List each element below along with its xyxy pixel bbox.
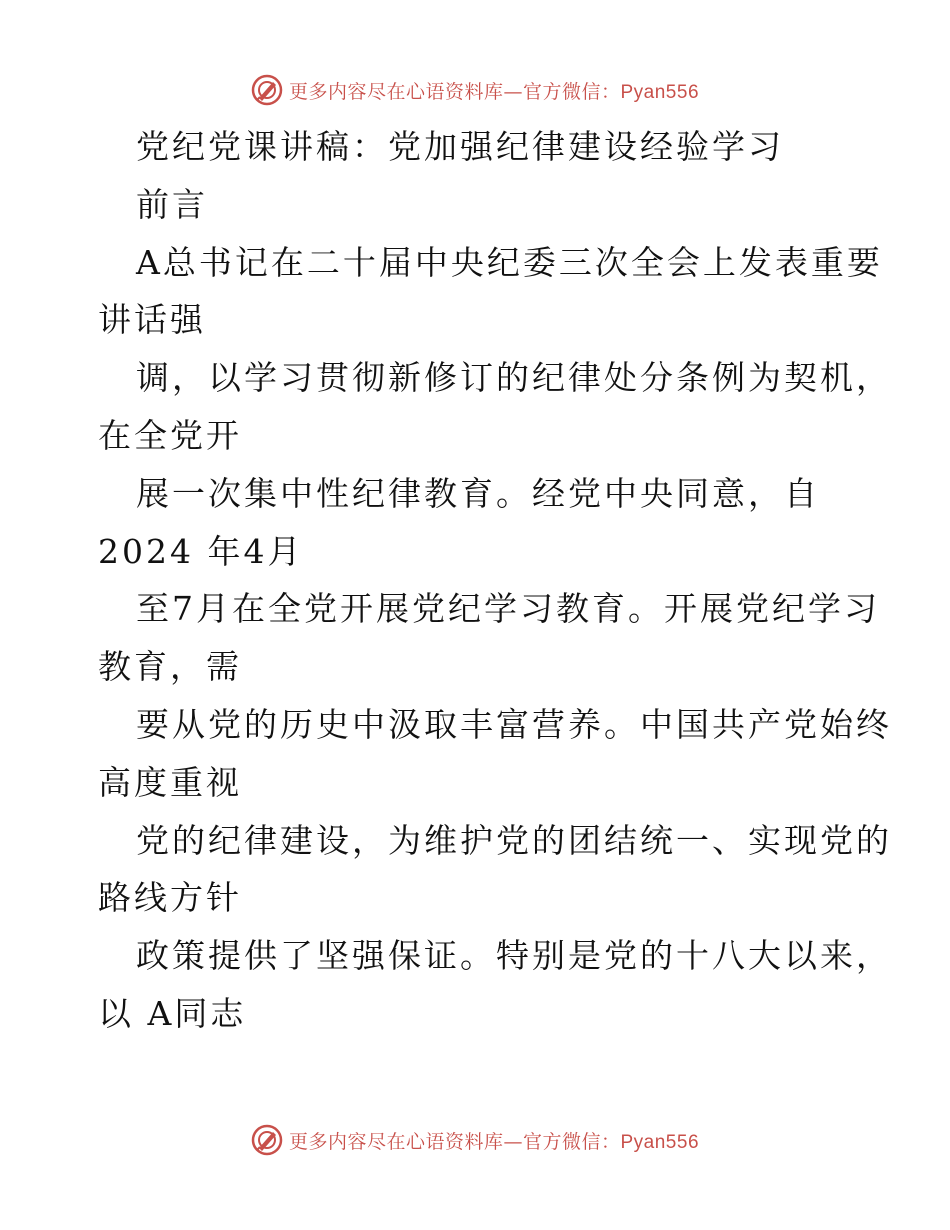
watermark-wechat-id: Pyan556 — [620, 81, 700, 103]
doc-line: 前言 — [136, 184, 208, 224]
doc-line: 展一次集中性纪律教育。经党中央同意，自 — [136, 473, 820, 513]
seal-logo-icon — [251, 1124, 283, 1156]
watermark-wechat-id: Pyan556 — [620, 1131, 700, 1153]
watermark-text: 更多内容尽在心语资料库—官方微信： — [288, 80, 621, 103]
doc-line: A总书记在二十届中央纪委三次全会上发表重要 — [136, 242, 883, 282]
document-body — [98, 118, 892, 1043]
doc-line: 党的纪律建设，为维护党的团结统一、实现党的 — [136, 820, 892, 860]
footer-watermark — [0, 1120, 950, 1160]
doc-line: 在全党开 — [98, 415, 242, 455]
doc-line: 路线方针 — [98, 878, 242, 918]
header-watermark — [0, 70, 950, 110]
doc-line: 以 A同志 — [98, 993, 247, 1033]
doc-line: 2024 年4月 — [98, 531, 304, 571]
doc-line: 政策提供了坚强保证。特别是党的十八大以来， — [136, 936, 892, 976]
seal-logo-icon — [251, 74, 283, 106]
doc-line: 高度重视 — [98, 762, 242, 802]
watermark-text: 更多内容尽在心语资料库—官方微信： — [288, 1130, 621, 1153]
doc-line: 调，以学习贯彻新修订的纪律处分条例为契机， — [136, 358, 892, 398]
doc-line: 要从党的历史中汲取丰富营养。中国共产党始终 — [136, 704, 892, 744]
doc-line: 党纪党课讲稿：党加强纪律建设经验学习 — [136, 127, 784, 166]
doc-line: 至7月在全党开展党纪学习教育。开展党纪学习 — [136, 589, 880, 629]
doc-line: 讲话强 — [98, 300, 206, 340]
doc-line: 教育，需 — [98, 647, 242, 687]
